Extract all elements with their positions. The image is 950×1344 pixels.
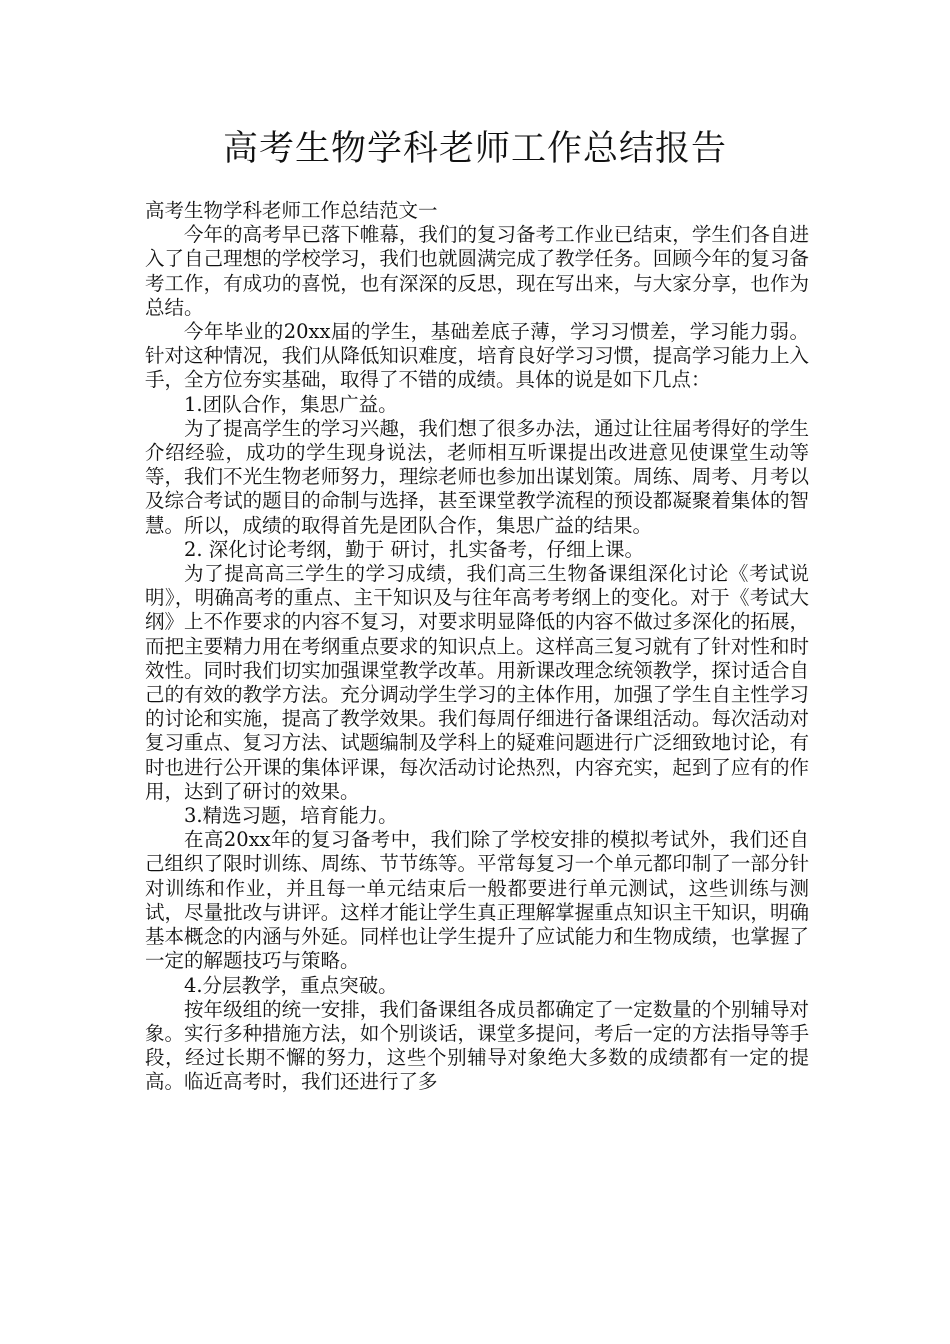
section-heading: 4.分层教学，重点突破。 — [184, 973, 398, 997]
document-body — [145, 199, 809, 1095]
section-heading: 3.精选习题，培育能力。 — [184, 804, 398, 828]
paragraph: 今年毕业的20xx届的学生，基础差底子薄，学习习惯差，学习能力弱。针对这种情况，我们从降低知识难度，培育良好学习习惯，提高学习能力上入手，全方位夯实基础，取得了不错的成绩。具体的说是如下几点： — [145, 320, 809, 392]
paragraph-subtitle: 高考生物学科老师工作总结范文一 — [145, 199, 438, 222]
document-title: 高考生物学科老师工作总结报告 — [222, 129, 727, 169]
paragraph: 在高20xx年的复习备考中，我们除了学校安排的模拟考试外，我们还自己组织了限时训练、周练、节节练等。平常每复习一个单元都印制了一部分针对训练和作业，并且每一单元结束后一般都要进行单元测试，这些训练与测试，尽量批改与讲评。这样才能让学生真正理解掌握重点知识主干知识，明确基本概念的内涵与外延。同样也让学生提升了应试能力和生物成绩，也掌握了一定的解题技巧与策略。 — [145, 828, 809, 973]
section-heading: 1.团队合作，集思广益。 — [184, 392, 398, 416]
paragraph: 为了提高高三学生的学习成绩，我们高三生物备课组深化讨论《考试说明》，明确高考的重点、主干知识及与往年高考考纲上的变化。对于《考试大纲》上不作要求的内容不复习，对要求明显降低的内容不做过多深化的拓展，而把主要精力用在考纲重点要求的知识点上。这样高三复习就有了针对性和时效性。同时我们切实加强课堂教学改革。用新课改理念统领教学，探讨适合自己的有效的教学方法。充分调动学生学习的主体作用，加强了学生自主性学习的讨论和实施，提高了教学效果。我们每周仔细进行备课组活动。每次活动对复习重点、复习方法、试题编制及学科上的疑难问题进行广泛细致地讨论，有时也进行公开课的集体评课，每次活动讨论热烈，内容充实，起到了应有的作用，达到了研讨的效果。 — [145, 562, 809, 803]
paragraph: 按年级组的统一安排，我们备课组各成员都确定了一定数量的个别辅导对象。实行多种措施方法，如个别谈话，课堂多提问，考后一定的方法指导等手段，经过长期不懈的努力，这些个别辅导对象绝大多数的成绩都有一定的提高。临近高考时，我们还进行了多 — [145, 997, 809, 1094]
section-heading: 2. 深化讨论考纲，勤于 研讨，扎实备考，仔细上课。 — [184, 537, 645, 561]
paragraph: 为了提高学生的学习兴趣，我们想了很多办法，通过让往届考得好的学生介绍经验，成功的学生现身说法，老师相互听课提出改进意见使课堂生动等等，我们不光生物老师努力，理综老师也参加出谋划策。周练、周考、月考以及综合考试的题目的命制与选择，甚至课堂教学流程的预设都凝聚着集体的智慧。所以，成绩的取得首先是团队合作，集思广益的结果。 — [145, 416, 809, 537]
paragraph: 今年的高考早已落下帷幕，我们的复习备考工作业已结束，学生们各自进入了自己理想的学校学习，我们也就圆满完成了教学任务。回顾今年的复习备考工作，有成功的喜悦，也有深深的反思，现在写出来，与大家分享，也作为总结。 — [145, 223, 809, 319]
